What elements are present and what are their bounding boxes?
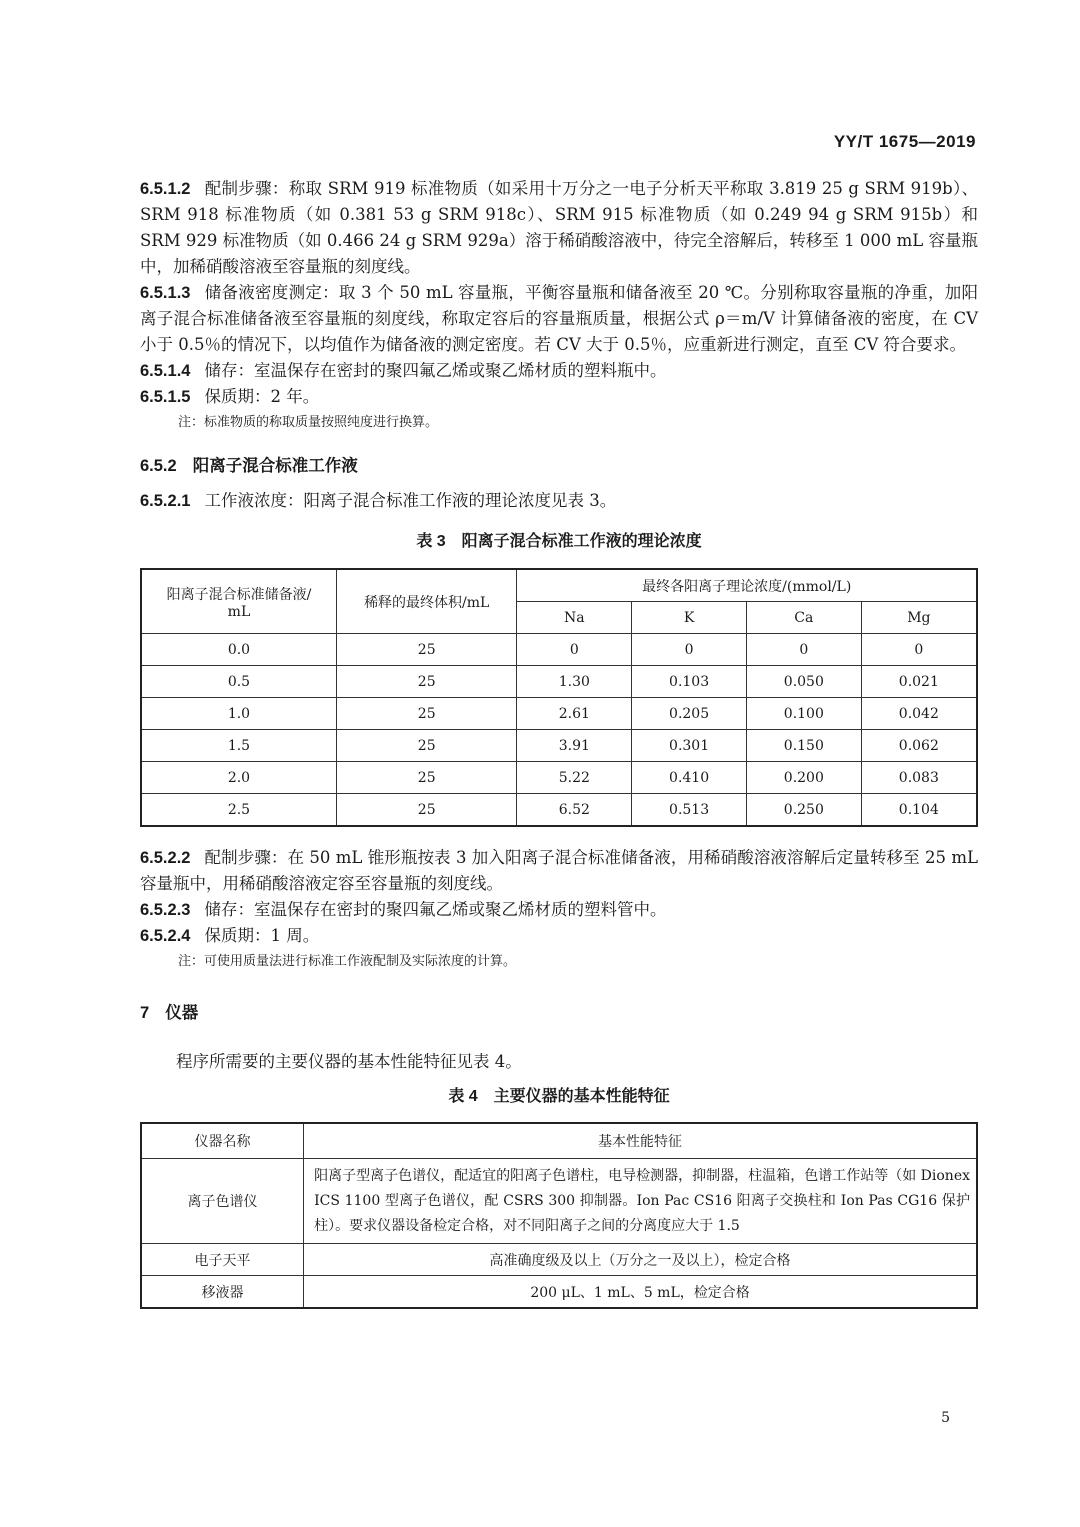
para-6-5-2-3 <box>140 897 978 923</box>
table-cell: 0.083 <box>861 762 977 794</box>
table-cell: 5.22 <box>517 762 632 794</box>
table-cell: 3.91 <box>517 730 632 762</box>
clause-text: 保质期：2 年。 <box>204 387 320 406</box>
section-number: 7 <box>140 1004 150 1022</box>
clause-number: 6.5.2.1 <box>140 492 191 510</box>
table-cell: 0 <box>632 634 747 666</box>
col-header-concentration: 最终各阳离子理论浓度/(mmol/L) <box>517 569 977 602</box>
para-6-5-2-2 <box>140 845 978 897</box>
section-heading-7 <box>140 999 978 1023</box>
table-cell: 25 <box>336 698 517 730</box>
table-cell: 0 <box>517 634 632 666</box>
clause-text: 储备液密度测定：取 3 个 50 mL 容量瓶，平衡容量瓶和储备液至 20 ℃。分别称取容量瓶的净重，加阳离子混合标准储备液至容量瓶的刻度线，称取定容后的容量瓶质量，根据公式 ρ＝m/V 计算储备液的密度，在 CV 小于 0.5％的情况下，以均值作为储备液的测定密度。若 CV 大于 0.5％，应重新进行测定，直至 CV 符合要求。 <box>140 283 978 354</box>
clause-number: 6.5.1.3 <box>140 284 191 302</box>
table-cell: 200 μL、1 mL、5 mL，检定合格 <box>304 1276 977 1309</box>
table-cell: 0.150 <box>746 730 861 762</box>
table-row <box>141 1276 977 1309</box>
table-cell: 0.200 <box>746 762 861 794</box>
table-cell: 0.062 <box>861 730 977 762</box>
col-header-ca: Ca <box>746 602 861 634</box>
para-6-5-1-2 <box>140 176 978 280</box>
table-cell: 25 <box>336 794 517 827</box>
table-cell: 1.30 <box>517 666 632 698</box>
table-cell: 0.0 <box>141 634 336 666</box>
para-6-5-2-4 <box>140 923 978 949</box>
table-cell: 0.205 <box>632 698 747 730</box>
table-row <box>141 666 977 698</box>
table-cell: 阳离子型离子色谱仪，配适宜的阳离子色谱柱，电导检测器，抑制器，柱温箱，色谱工作站等（如 Dionex ICS 1100 型离子色谱仪，配 CSRS 300 抑制器。Ion Pac CS16 阳离子交换柱和 Ion Pas CG16 保护柱）。要求仪器设备检定合格，对不同阳离子之间的分离度应大于 1.5 <box>304 1159 977 1244</box>
section-heading-6-5-2 <box>140 452 978 476</box>
table-cell: 1.0 <box>141 698 336 730</box>
table-cell: 6.52 <box>517 794 632 827</box>
table-4 <box>140 1122 978 1309</box>
section-number: 6.5.2 <box>140 457 177 475</box>
table-cell: 0.301 <box>632 730 747 762</box>
table-cell: 离子色谱仪 <box>141 1159 304 1244</box>
col-header-volume: 稀释的最终体积/mL <box>336 569 517 634</box>
table-cell: 25 <box>336 634 517 666</box>
page-content <box>140 176 978 1309</box>
col-header-stock <box>141 569 336 634</box>
col-header-na: Na <box>517 602 632 634</box>
clause-text: 储存：室温保存在密封的聚四氟乙烯或聚乙烯材质的塑料瓶中。 <box>204 361 667 380</box>
table-cell: 0.042 <box>861 698 977 730</box>
note-mass-method: 注：可使用质量法进行标准工作液配制及实际浓度的计算。 <box>178 954 517 969</box>
table-row <box>141 794 977 827</box>
table-cell: 2.5 <box>141 794 336 827</box>
col-header-mg: Mg <box>861 602 977 634</box>
page-number: 5 <box>941 1410 950 1426</box>
para-7-intro: 程序所需要的主要仪器的基本性能特征见表 4。 <box>176 1052 522 1071</box>
clause-text: 工作液浓度：阳离子混合标准工作液的理论浓度见表 3。 <box>204 491 617 510</box>
table-cell: 0.5 <box>141 666 336 698</box>
table-cell: 1.5 <box>141 730 336 762</box>
clause-number: 6.5.2.3 <box>140 901 191 919</box>
table-cell: 0.513 <box>632 794 747 827</box>
table-row <box>141 634 977 666</box>
clause-text: 配制步骤：称取 SRM 919 标准物质（如采用十万分之一电子分析天平称取 3.819 25 g SRM 919b）、SRM 918 标准物质（如 0.381 53 g SRM 918c）、SRM 915 标准物质（如 0.249 94 g SRM 915b）和 SRM 929 标准物质（如 0.466 24 g SRM 929a）溶于稀硝酸溶液中，待完全溶解后，转移至 1 000 mL 容量瓶中，加稀硝酸溶液至容量瓶的刻度线。 <box>140 179 978 276</box>
para-6-5-1-3 <box>140 280 978 358</box>
table-row <box>141 762 977 794</box>
note-standard-mass: 注：标准物质的称取质量按照纯度进行换算。 <box>178 415 439 430</box>
col-header-k: K <box>632 602 747 634</box>
table-cell: 0.100 <box>746 698 861 730</box>
col-header-stock-line1: 阳离子混合标准储备液/ <box>166 586 312 603</box>
table-cell: 25 <box>336 762 517 794</box>
col-header-instrument-name: 仪器名称 <box>141 1123 304 1159</box>
table-cell: 0 <box>861 634 977 666</box>
table-cell: 0.410 <box>632 762 747 794</box>
section-title: 仪器 <box>165 1004 199 1022</box>
table-cell: 25 <box>336 666 517 698</box>
standard-code: YY/T 1675—2019 <box>833 132 976 151</box>
table-cell: 电子天平 <box>141 1244 304 1276</box>
table-cell: 0.104 <box>861 794 977 827</box>
table-row <box>141 1159 977 1244</box>
table-row <box>141 730 977 762</box>
table-cell: 0.050 <box>746 666 861 698</box>
clause-number: 6.5.1.5 <box>140 388 191 406</box>
table-cell: 高准确度级及以上（万分之一及以上），检定合格 <box>304 1244 977 1276</box>
table-3 <box>140 568 978 827</box>
table-cell: 移液器 <box>141 1276 304 1309</box>
clause-number: 6.5.2.4 <box>140 927 191 945</box>
table-cell: 0 <box>746 634 861 666</box>
col-header-stock-line2: mL <box>227 603 251 620</box>
clause-number: 6.5.1.2 <box>140 180 191 198</box>
table-row <box>141 698 977 730</box>
para-6-5-1-5 <box>140 384 978 410</box>
clause-text: 配制步骤：在 50 mL 锥形瓶按表 3 加入阳离子混合标准储备液，用稀硝酸溶液溶解后定量转移至 25 mL 容量瓶中，用稀硝酸溶液定容至容量瓶的刻度线。 <box>140 848 978 893</box>
table-row <box>141 1244 977 1276</box>
table-cell: 0.021 <box>861 666 977 698</box>
section-title: 阳离子混合标准工作液 <box>192 457 358 475</box>
clause-text: 储存：室温保存在密封的聚四氟乙烯或聚乙烯材质的塑料管中。 <box>204 900 667 919</box>
table-cell: 0.103 <box>632 666 747 698</box>
table-cell: 2.0 <box>141 762 336 794</box>
table-cell: 0.250 <box>746 794 861 827</box>
clause-number: 6.5.2.2 <box>140 849 191 867</box>
clause-text: 保质期：1 周。 <box>204 926 320 945</box>
clause-number: 6.5.1.4 <box>140 362 191 380</box>
table-4-title: 表 4 主要仪器的基本性能特征 <box>448 1088 670 1105</box>
para-6-5-2-1 <box>140 488 978 514</box>
para-6-5-1-4 <box>140 358 978 384</box>
table-cell: 2.61 <box>517 698 632 730</box>
table-3-title: 表 3 阳离子混合标准工作液的理论浓度 <box>416 533 702 550</box>
table-cell: 25 <box>336 730 517 762</box>
col-header-characteristics: 基本性能特征 <box>304 1123 977 1159</box>
